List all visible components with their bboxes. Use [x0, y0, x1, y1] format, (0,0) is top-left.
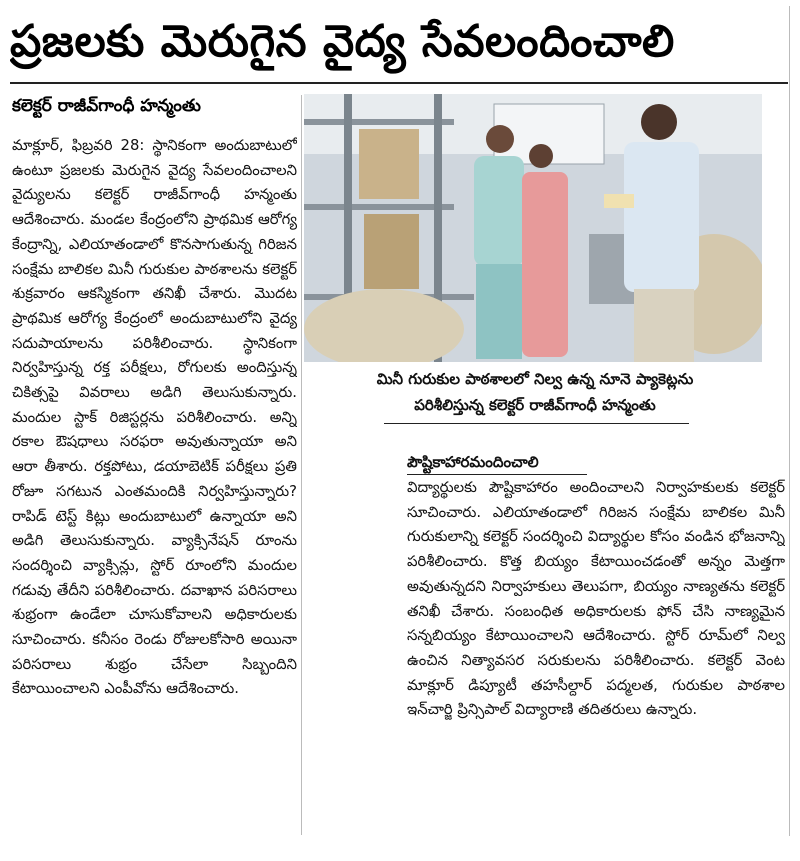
photo-collector-inspection — [304, 94, 762, 362]
byline: కలెక్టర్ రాజీవ్‌గాంధీ హన్మంతు — [12, 96, 201, 116]
article-photo — [304, 94, 762, 362]
right-column — [407, 476, 785, 836]
left-column-text: మాక్లూర్, ఫిబ్రవరి 28: స్థానికంగా అందుబాటులో ఉంటూ ప్రజలకు మెరుగైన వైద్య సేవలందించాలని వైద్యులను కలెక్టర్ రాజీవ్‌గాంధీ హన్మంతు ఆదేశించారు. మండల కేంద్రంలోని ప్రాథమిక ఆరోగ్య కేంద్రాన్ని, ఎలియాతండాలో కొనసాగుతున్న గిరిజన సంక్షేమ బాలికల మినీ గురుకుల పాఠశాలను కలెక్టర్ శుక్రవారం ఆకస్మికంగా తనిఖీ చేశారు. మొదట ప్రాథమిక ఆరోగ్య కేంద్రంలో అందుబాటులోని వైద్య సదుపాయాలను పరిశీలించారు. స్థానికంగా నిర్వహిస్తున్న రక్త పరీక్షలు, రోగులకు అందిస్తున్న చికిత్సపై వివరాలు అడిగి తెలుసుకున్నారు. మందుల స్టాక్ రిజిస్టర్లను పరిశీలించారు. అన్ని రకాల ఔషధాలు సరఫరా అవుతున్నాయా అని ఆరా తీశారు. రక్తపోటు, డయాబెటిక్ పరీక్షలు ప్రతి రోజూ సగటున ఎంతమందికి నిర్వహిస్తున్నారు? రాపిడ్ టెస్ట్ కిట్లు అందుబాటులో ఉన్నాయా అని అడిగి తెలుసుకున్నారు. వ్యాక్సినేషన్ రూంను సందర్శించి వ్యాక్సిన్లు, స్టోర్ రూంలోని మందుల గడువు తేదీని పరిశీలించారు. దవాఖాన పరిసరాలు శుభ్రంగా ఉండేలా చూసుకోవాలని అధికారులకు సూచించారు. కనీసం రెండు రోజులకోసారి అయినా పరిసరాలు శుభ్రం చేసేలా సిబ్బందిని కేటాయించాలని ఎంపీవోను ఆదేశించారు. — [12, 137, 297, 698]
caption-line-1: మినీ గురుకుల పాఠశాలలో నిల్వ ఉన్న నూనె ప్యాకెట్లను — [376, 370, 694, 388]
column-divider — [301, 95, 302, 835]
headline: ప్రజలకు మెరుగైన వైద్య సేవలందించాలి — [10, 16, 675, 67]
subheading: పౌష్టికాహారమందించాలి — [407, 453, 539, 471]
caption-rule — [384, 423, 689, 424]
right-column-text: విద్యార్థులకు పౌష్టికాహారం అందించాలని నిర్వాహకులకు కలెక్టర్ సూచించారు. ఎలియాతండాలో గిరిజన సంక్షేమ బాలికల మినీ గురుకులాన్ని కలెక్టర్ సందర్శించి విద్యార్థుల కోసం వండిన భోజనాన్ని పరిశీలించారు. కొత్త బియ్యం కేటాయించడంతో అన్నం మెత్తగా అవుతున్నదని నిర్వాహకులు తెలుపగా, బియ్యం నాణ్యతను కలెక్టర్ తనిఖీ చేశారు. సంబంధిత అధికారులకు ఫోన్ చేసి నాణ్యమైన సన్నబియ్యం కేటాయించాలని ఆదేశించారు. స్టోర్ రూమ్‌లో నిల్వ ఉంచిన నిత్యావసర సరుకులను పరిశీలించారు. కలెక్టర్ వెంట మాక్లూర్ డిప్యూటీ తహసీల్దార్ పద్మలత, గురుకుల పాఠశాల ఇన్‌చార్జి ప్రిన్సిపాల్ విద్యారాణి తదితరులు ఉన్నారు. — [407, 479, 785, 719]
headline-rule — [10, 82, 788, 84]
photo-caption — [310, 366, 760, 418]
left-column — [12, 134, 297, 834]
subhead-rule — [407, 474, 587, 475]
right-border — [789, 6, 790, 836]
caption-line-2: పరిశీలిస్తున్న కలెక్టర్ రాజీవ్‌గాంధీ హన్మంతు — [414, 396, 656, 414]
